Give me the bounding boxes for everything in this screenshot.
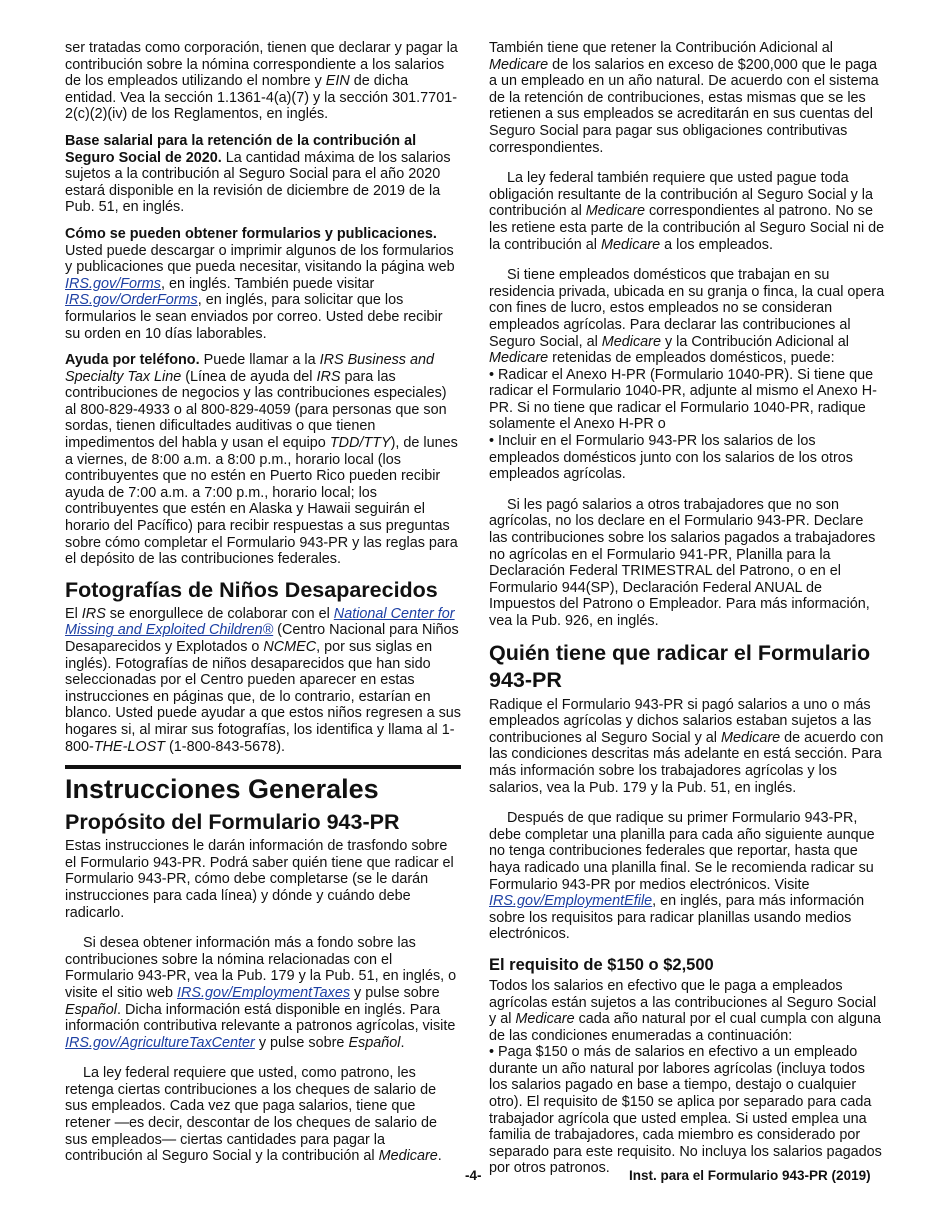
right-column bbox=[489, 40, 885, 1177]
paragraph-cash-wages: Todos los salarios en efectivo que le paga a empleados agrícolas están sujetos a las contribuciones al Seguro Social y al Medicare cada año natural por el cual cumpla con alguna de las condiciones enumeradas a continuación: bbox=[489, 977, 881, 1044]
paragraph-forms: Cómo se pueden obtener formularios y publicaciones. Usted puede descargar o imprimir algunos de los formularios y publicaciones que pueda necesitar, visitando la página web IRS.gov/Forms, en inglés. También puede visitar IRS.gov/OrderForms, en inglés, para solicitar que los formularios le sean enviados por correo. Usted debe recibir su orden en 10 días laborables. bbox=[65, 225, 455, 342]
heading-missing-children: Fotografías de Niños Desaparecidos bbox=[65, 577, 438, 602]
paragraph-nonfarm-workers: Si les pagó salarios a otros trabajadores que no son agrícolas, no los declare en el Formulario 943-PR. Declare las contribuciones sobre los salarios pagados a trabajadores no agrícolas en el Formulario 941-PR, Planilla para la Declaración Federal TRIMESTRAL del Patrono, o en el Formulario 944(SP), Declaración Federal ANUAL de Impuestos del Patrono o Empleador. Para más información, vea la Pub. 926, en inglés. bbox=[489, 496, 876, 629]
link-employment-efile[interactable]: IRS.gov/EmploymentEfile bbox=[489, 893, 653, 910]
paragraph-entity: ser tratadas como corporación, tienen que declarar y pagar la contribución sobre la nómina correspondiente a los salarios de los empleados utilizando el nombre y EIN de dicha entidad. Vea la sección 1.1361-4(a)(7) y la sección 301.7701-2(c)(2)(iv) de los Reglamentos, en inglés. bbox=[65, 40, 458, 123]
link-ncmec[interactable]: National Center for Missing and Exploited Children® bbox=[65, 605, 455, 639]
paragraph-phone-help: Ayuda por teléfono. Puede llamar a la IRS Business and Specialty Tax Line (Línea de ayuda del IRS para las contribuciones de negocios y las contribuciones especiales) al 800-829-4933 o al 800-829-4059 (para personas que son sordas, tienen dificultades auditivas o que tienen impedimentos del habla y usan el equipo TDD/TTY), de lunes a viernes, de 8:00 a.m. a 8:00 p.m., horario local (los contribuyentes que no estén en Puerto Rico pueden recibir ayuda de 7:00 a.m. a 7:00 p.m., horario local; los contribuyentes que estén en Alaska y Hawaii seguirán el horario del Pacífico) para recibir respuestas a sus preguntas sobre cómo completar el Formulario 943-PR y las reglas para el depósito de las contribuciones federales. bbox=[65, 352, 458, 568]
link-agriculture-tax-center[interactable]: IRS.gov/AgricultureTaxCenter bbox=[65, 1034, 255, 1051]
link-irs-orderforms[interactable]: IRS.gov/OrderForms bbox=[65, 292, 198, 309]
paragraph-first-return: Después de que radique su primer Formulario 943-PR, debe completar una planilla para cada año siguiente aunque no tenga contribuciones federales que reportar, hasta que haya radicado una planilla final. Se le recomienda radicar su Formulario 943-PR por medios electrónicos. Visite IRS.gov/EmploymentEfile, en inglés, para más información sobre los requisitos para radicar planillas usando medios electrónicos. bbox=[489, 810, 875, 943]
left-column bbox=[65, 40, 461, 1175]
bullet-schedule-h-pr: • Radicar el Anexo H-PR (Formulario 1040-PR). Si tiene que radicar el Formulario 1040-PR, adjunte al mismo el Anexo H-PR. Si no tiene que radicar el Formulario 1040-PR, radique solamente el Anexo H-PR o bbox=[489, 366, 877, 433]
footer-title: Inst. para el Formulario 943-PR (2019) bbox=[629, 1168, 871, 1183]
heading-150-2500-test: El requisito de $150 o $2,500 bbox=[489, 955, 714, 974]
paragraph-more-info: Si desea obtener información más a fondo sobre las contribuciones sobre la nómina relacionadas con el Formulario 943-PR, vea la Pub. 179 y la Pub. 51, en inglés, o visite el sitio web IRS.gov/EmploymentTaxes y pulse sobre Español. Dicha información está disponible en inglés. Para información contributiva relevante a patronos agrícolas, visite IRS.gov/AgricultureTaxCenter y pulse sobre Español. bbox=[65, 935, 457, 1051]
paragraph-purpose: Estas instrucciones le darán información de trasfondo sobre el Formulario 943-PR. Podrá saber quién tiene que radicar el Formulario 943-PR, cómo debe completarse (se le darán instrucciones para cada línea) y dónde y cuándo debe radicarlo. bbox=[65, 838, 454, 921]
paragraph-federal-law: La ley federal requiere que usted, como patrono, les retenga ciertas contribuciones a los cheques de salario de sus empleados. Cada vez que paga salarios, tiene que retener —es decir, descontar de los cheques de salario de sus empleados— ciertas cantidades para pagar la contribución al Seguro Social y la contribución al Medicare. bbox=[65, 1065, 442, 1165]
bullet-include-943pr: • Incluir en el Formulario 943-PR los salarios de los empleados domésticos junto con los salarios de los otros empleados agrícolas. bbox=[489, 433, 853, 483]
page-number: -4- bbox=[465, 1168, 482, 1183]
heading-who-must-file: Quién tiene que radicar el Formulario 943-PR bbox=[489, 640, 871, 692]
paragraph-household-employees: Si tiene empleados domésticos que trabajan en su residencia privada, ubicada en su granja o finca, la cual opera con fines de lucro, estos empleados no se consideran empleados agrícolas. Para declarar las contribuciones al Seguro Social, al Medicare y la Contribución Adicional al Medicare retenidas de empleados domésticos, puede: bbox=[489, 267, 885, 367]
link-employment-taxes[interactable]: IRS.gov/EmploymentTaxes bbox=[176, 984, 351, 1001]
bullet-150-test: • Paga $150 o más de salarios en efectivo a un empleado durante un año natural por labores agrícolas (incluya todos los salarios pagado en base a tiempo, destajo o cualquier otro). El requisito de $150 se aplica por separado para cada trabajador agrícola que usted emplea. Si usted emplea una familia de trabajadores, cada miembro es considerado por separado para este requisito. No incluya los salarios pagados por otros patronos. bbox=[489, 1044, 882, 1177]
paragraph-wage-base: Base salarial para la retención de la contribución al Seguro Social de 2020. La cantidad máxima de los salarios sujetos a la contribución al Seguro Social para el año 2020 estará disponible en la revisión de diciembre de 2019 de la Pub. 51, en inglés. bbox=[65, 132, 451, 216]
heading-general-instructions: Instrucciones Generales bbox=[65, 765, 461, 804]
paragraph-who-must-file: Radique el Formulario 943-PR si pagó salarios a uno o más empleados agrícolas y dichos salarios estaban sujetos a las contribuciones al Seguro Social y al Medicare de acuerdo con las condiciones descritas más adelante en está sección. Para más información sobre los trabajadores agrícolas y los salarios, vea la Pub. 179 y la Pub. 51, en inglés. bbox=[489, 696, 884, 796]
heading-purpose: Propósito del Formulario 943-PR bbox=[65, 810, 400, 835]
paragraph-employer-share: La ley federal también requiere que usted pague toda obligación resultante de la contribución al Seguro Social y la contribución al Medicare correspondientes al patrono. No se les retiene esta parte de la contribución al Seguro Social ni de la contribución al Medicare a los empleados. bbox=[489, 170, 885, 253]
link-irs-forms[interactable]: IRS.gov/Forms bbox=[65, 275, 161, 292]
paragraph-missing-children: El IRS se enorgullece de colaborar con el National Center for Missing and Exploited Children® (Centro Nacional para Niños Desaparecidos y Explotados o NCMEC, por sus siglas en inglés). Fotografías de niños desaparecidos que han sido seleccionadas por el Centro pueden aparecer en estas instrucciones en páginas que, de lo contrario, estarían en blanco. Usted puede ayudar a que estos niños regresen a sus hogares si, al mirar sus fotografías, los identifica y llama al 1-800-THE-LOST (1-800-843-5678). bbox=[65, 605, 462, 755]
paragraph-additional-medicare: También tiene que retener la Contribución Adicional al Medicare de los salarios en exceso de $200,000 que le paga a un empleado en un año natural. De acuerdo con el sistema de la retención de contribuciones, estas mismas que se les retienen a sus empleados se acreditarán en sus cuentas del Seguro Social para pagar sus obligaciones contributivas correspondientes. bbox=[489, 40, 879, 156]
